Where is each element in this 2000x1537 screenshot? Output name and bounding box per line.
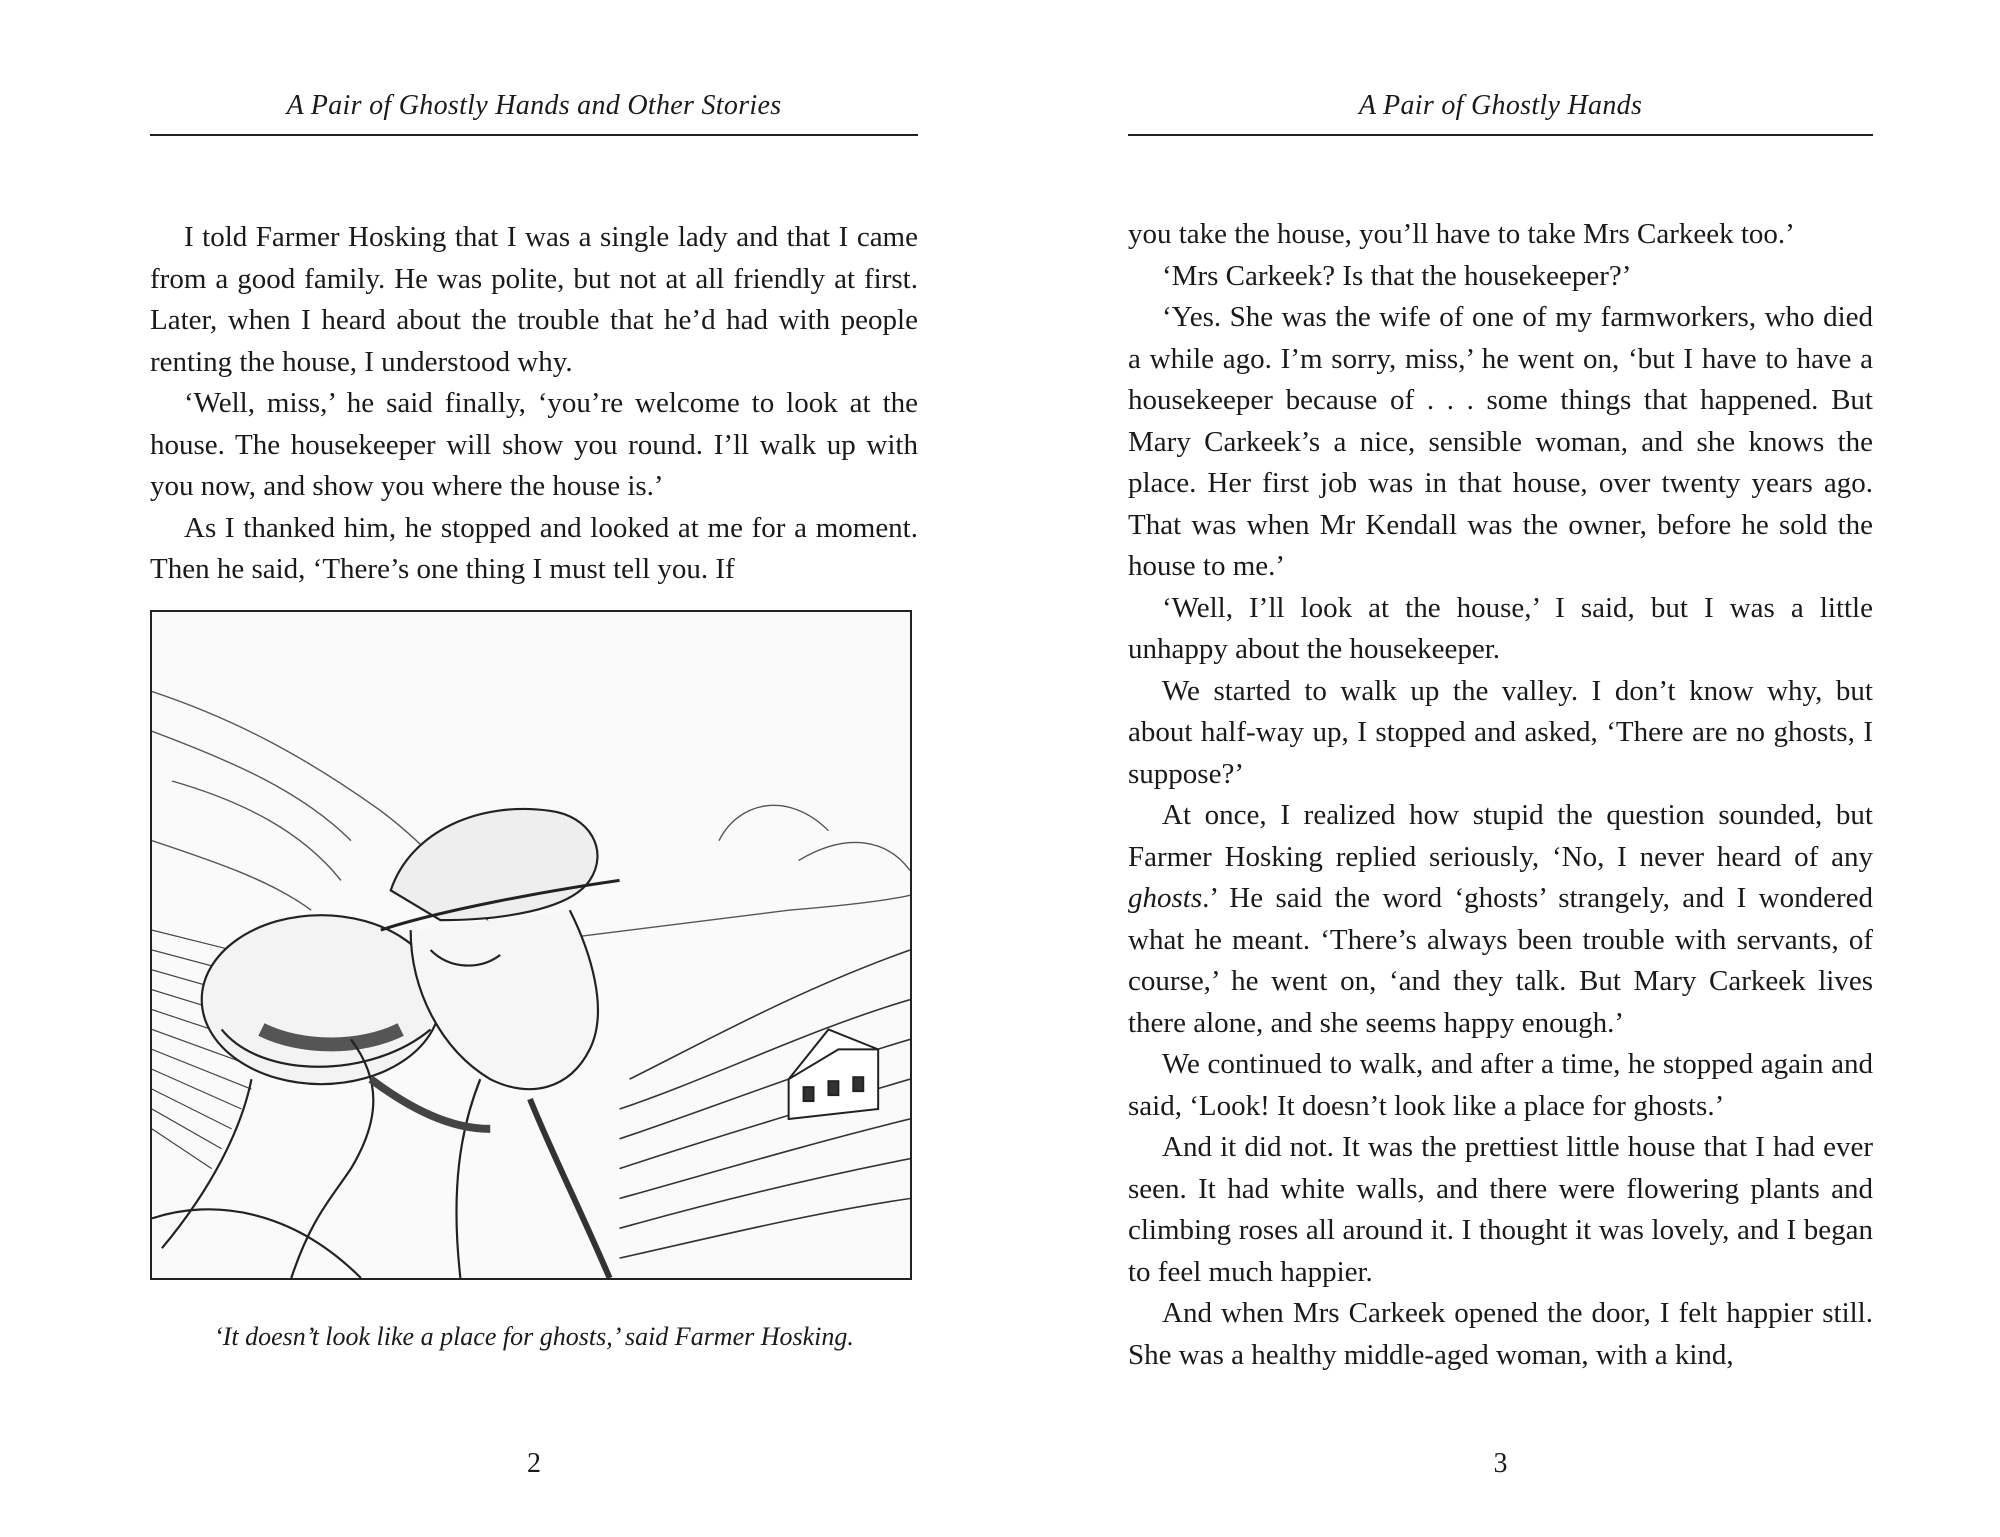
paragraph: ‘Mrs Carkeek? Is that the housekeeper?’	[1162, 259, 1632, 292]
illustration-caption: ‘It doesn’t look like a place for ghosts,’ said Farmer Hosking.	[214, 1322, 854, 1351]
left-body-text	[150, 217, 918, 591]
paragraph: ‘Yes. She was the wife of one of my farmworkers, who died a while ago. I’m sorry, miss,’ he went on, ‘but I have to have a housekeeper because of . . . some things that happened. But Mary Carkeek’s a nice, sensible woman, and she knows the place. Her first job was in that house, over twenty years ago. That was when Mr Kendall was the owner, before he sold the house to me.’	[1128, 301, 1873, 582]
left-page	[150, 0, 918, 1537]
paragraph-text: At once, I realized how stupid the question sounded, but Farmer Hosking replied seriously, ‘No, I never heard of any	[1128, 799, 1873, 873]
emphasis-ghosts: ghosts	[1128, 882, 1203, 914]
paragraph: ‘Well, I’ll look at the house,’ I said, but I was a little unhappy about the housekeeper.	[1128, 591, 1873, 665]
right-running-head: A Pair of Ghostly Hands	[1358, 90, 1643, 121]
paragraph: We started to walk up the valley. I don’t know why, but about half-way up, I stopped and asked, ‘There are no ghosts, I suppose?’	[1128, 674, 1873, 790]
paragraph: I told Farmer Hosking that I was a single lady and that I came from a good family. He was polite, but not at all friendly at first. Later, when I heard about the trouble that he’d had with people renting the house, I understood why.	[150, 221, 918, 378]
right-header-rule	[1128, 134, 1873, 136]
paragraph: And it did not. It was the prettiest little house that I had ever seen. It had white walls, and there were flowering plants and climbing roses all around it. I thought it was lovely, and I began to feel much happier.	[1128, 1131, 1873, 1288]
right-body-text	[1128, 214, 1873, 1376]
right-page	[1128, 0, 1873, 1537]
page-number: 3	[1493, 1448, 1508, 1479]
paragraph: We continued to walk, and after a time, he stopped again and said, ‘Look! It doesn’t look like a place for ghosts.’	[1128, 1048, 1873, 1122]
house-drawing	[789, 1029, 879, 1118]
left-running-head: A Pair of Ghostly Hands and Other Stories	[286, 90, 782, 121]
paragraph: you take the house, you’ll have to take Mrs Carkeek too.’	[1128, 218, 1795, 250]
page-number: 2	[527, 1448, 541, 1479]
illustration	[150, 610, 912, 1280]
left-header-rule	[150, 134, 918, 136]
paragraph-text: .’ He said the word ‘ghosts’ strangely, and I wondered what he meant. ‘There’s always been trouble with servants, of course,’ he went on, ‘and they talk. But Mary Carkeek lives there alone, and she seems happy enough.’	[1128, 882, 1873, 1039]
illustration-drawing	[152, 612, 910, 1278]
paragraph	[1128, 795, 1873, 1044]
paragraph: ‘Well, miss,’ he said finally, ‘you’re welcome to look at the house. The housekeeper will show you round. I’ll walk up with you now, and show you where the house is.’	[150, 387, 918, 502]
paragraph: As I thanked him, he stopped and looked at me for a moment. Then he said, ‘There’s one thing I must tell you. If	[150, 511, 918, 585]
paragraph: And when Mrs Carkeek opened the door, I felt happier still. She was a healthy middle-aged woman, with a kind,	[1128, 1297, 1873, 1371]
